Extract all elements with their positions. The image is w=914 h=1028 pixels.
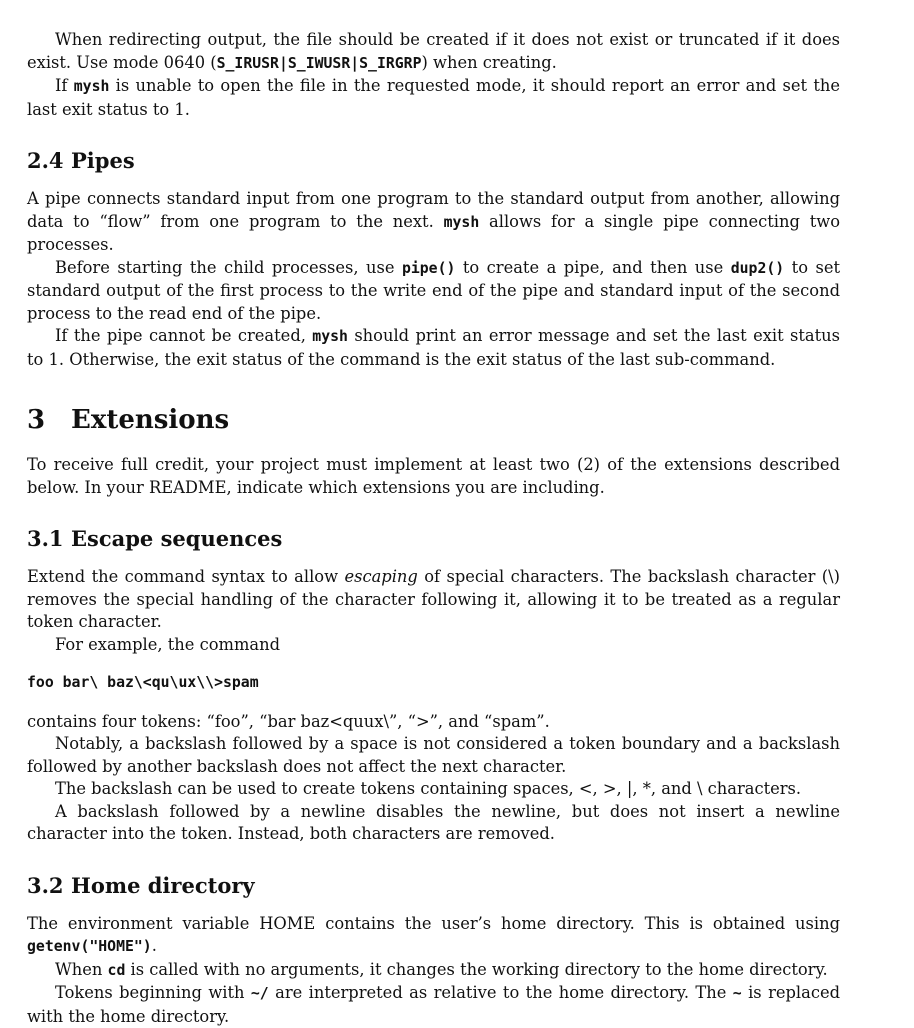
text: When bbox=[55, 959, 108, 979]
code-tilde: ~ bbox=[732, 985, 742, 1002]
text: to set standard output of the first process to the write end of the pipe and standard input of the second process to the read end of the pipe. bbox=[27, 257, 841, 323]
code-mode: S_IRUSR|S_IWUSR|S_IRGRP bbox=[216, 54, 422, 72]
text: is unable to open the file in the requested mode, it should report an error and set the last exit status to 1. bbox=[27, 76, 841, 119]
emphasis: escaping bbox=[344, 567, 418, 586]
escape-paragraph-2: For example, the command bbox=[55, 634, 280, 654]
document-page bbox=[27, 29, 840, 1028]
escape-paragraph-5: The backslash can be used to create tokens containing spaces, <, >, |, *, and \ characters. bbox=[55, 779, 802, 798]
text: ) when creating. bbox=[421, 52, 557, 72]
escape-paragraph-6: A backslash followed by a newline disables the newline, but does not insert a newline character into the token. Instead, both characters are removed. bbox=[27, 801, 840, 843]
text: Extend the command syntax to allow bbox=[27, 567, 345, 586]
code-pipe: pipe() bbox=[401, 259, 456, 277]
section-number: 3 bbox=[27, 405, 46, 435]
text: should print an error message and set the last exit status to 1. Otherwise, the exit status of the command is the exit status of the last sub-command. bbox=[27, 326, 840, 369]
text: When redirecting output, the file should be created if it does not exist or truncated if it does exist. Use mode 0640 ( bbox=[27, 30, 840, 72]
text: If bbox=[55, 76, 74, 95]
extensions-paragraph: To receive full credit, your project must implement at least two (2) of the extensions described below. In your README, indicate which extensions you are including. bbox=[27, 455, 840, 497]
home-paragraph-3 bbox=[27, 982, 840, 1028]
section-number: 2.4 bbox=[27, 148, 64, 173]
redirect-paragraph-1 bbox=[27, 29, 840, 75]
code-dup2: dup2() bbox=[730, 259, 785, 277]
section-heading-extensions bbox=[27, 404, 840, 436]
code-cd: cd bbox=[107, 961, 126, 979]
home-paragraph-2 bbox=[27, 959, 840, 983]
text: of special characters. The backslash character (\) removes the special handling of the character following it, allowing it to be treated as a regular token character. bbox=[27, 567, 840, 631]
pipes-paragraph-3 bbox=[27, 325, 840, 371]
section-heading-home bbox=[27, 872, 840, 900]
escape-paragraph-1 bbox=[27, 566, 840, 634]
redirect-paragraph-2 bbox=[27, 75, 840, 121]
code-getenv: getenv("HOME") bbox=[27, 938, 152, 955]
text: are interpreted as relative to the home directory. The bbox=[268, 983, 733, 1002]
text: If the pipe cannot be created, bbox=[55, 326, 313, 345]
text: A pipe connects standard input from one program to the standard output from another, allowing data to “flow” from one program to the next. bbox=[27, 189, 840, 231]
text: to create a pipe, and then use bbox=[455, 257, 731, 277]
escape-paragraph-3: contains four tokens: “foo”, “bar baz<quux\”, “>”, and “spam”. bbox=[27, 711, 550, 731]
text: is called with no arguments, it changes the working directory to the home directory. bbox=[125, 959, 828, 979]
section-title: Home directory bbox=[71, 872, 255, 898]
text: allows for a single pipe connecting two processes. bbox=[27, 211, 840, 254]
text: . bbox=[151, 936, 157, 955]
code-mysh: mysh bbox=[73, 78, 110, 95]
code-tilde-slash: ~/ bbox=[250, 985, 269, 1002]
code-example: foo bar\ baz\<qu\ux\\>spam bbox=[27, 674, 259, 691]
section-title: Escape sequences bbox=[71, 526, 283, 551]
pipes-paragraph-1 bbox=[27, 188, 840, 257]
section-number: 3.2 bbox=[27, 872, 64, 898]
text: is replaced with the home directory. bbox=[27, 983, 840, 1026]
text: Before starting the child processes, use bbox=[55, 257, 402, 277]
escape-paragraph-4: Notably, a backslash followed by a space is not considered a token boundary and a backslash followed by another backslash does not affect the next character. bbox=[27, 734, 840, 776]
section-title: Pipes bbox=[71, 148, 135, 173]
section-heading-escape bbox=[27, 525, 840, 553]
code-mysh: mysh bbox=[312, 328, 348, 345]
section-heading-pipes bbox=[27, 147, 840, 175]
section-title: Extensions bbox=[71, 405, 230, 435]
section-number: 3.1 bbox=[27, 526, 64, 551]
text: Tokens beginning with bbox=[55, 983, 251, 1002]
pipes-paragraph-2 bbox=[27, 257, 840, 326]
text: The environment variable HOME contains the user’s home directory. This is obtained using bbox=[27, 913, 840, 933]
home-paragraph-1 bbox=[27, 913, 840, 959]
code-mysh: mysh bbox=[443, 213, 480, 231]
